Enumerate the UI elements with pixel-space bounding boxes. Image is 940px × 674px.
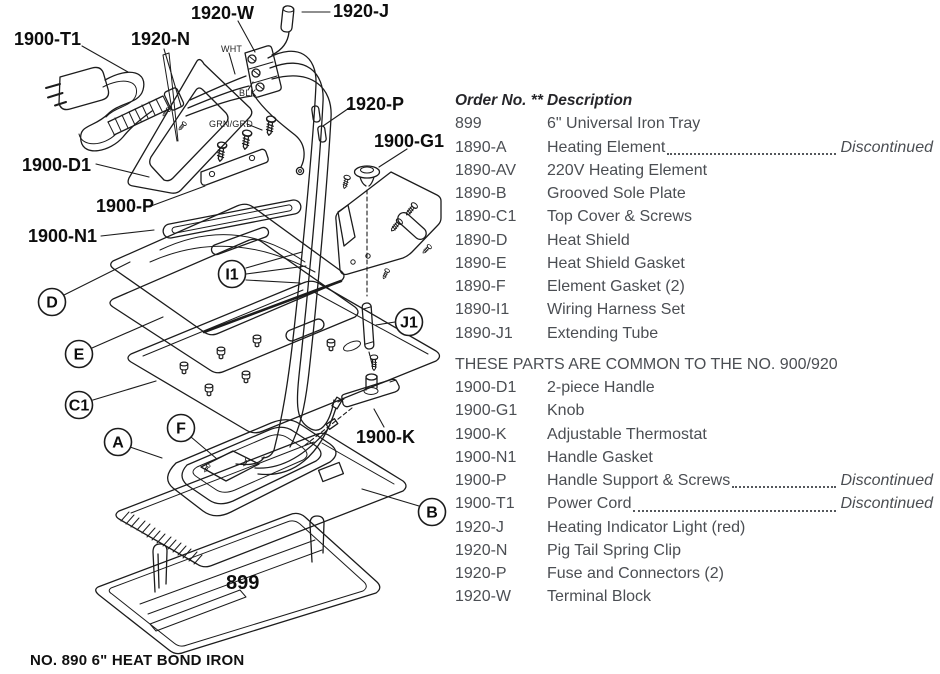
- order-no: 1920-W: [455, 588, 512, 606]
- order-no: 1900-N1: [455, 448, 517, 466]
- callout-D: [39, 289, 66, 316]
- wire-label-wht: WHT: [221, 44, 243, 54]
- description: Extending Tube: [547, 324, 659, 342]
- order-no: 1890-A: [455, 138, 507, 156]
- parts-row: [455, 205, 933, 228]
- description: Knob: [547, 402, 585, 420]
- description: Power Cord: [547, 495, 632, 513]
- description: 220V Heating Element: [547, 161, 708, 179]
- description: 2-piece Handle: [547, 379, 655, 396]
- exploded-view-drawing: [0, 0, 460, 674]
- order-no: 1920-J: [455, 518, 504, 536]
- sole-plate: [116, 433, 406, 567]
- svg-text:F: F: [176, 420, 186, 438]
- description: Heating Indicator Light (red): [547, 518, 746, 536]
- description: Fuse and Connectors (2): [547, 565, 724, 582]
- parts-row: [455, 423, 933, 446]
- order-no: 1890-C1: [455, 208, 517, 226]
- part-label-1900-N1: 1900-N1: [28, 226, 98, 246]
- callout-J1: [396, 309, 423, 336]
- order-no: 1900-G1: [455, 402, 518, 420]
- part-label-1920-W: 1920-W: [191, 3, 255, 23]
- order-no: 1890-AV: [455, 161, 517, 179]
- order-no: 1920-N: [455, 541, 508, 559]
- order-no: 1900-T1: [455, 495, 515, 513]
- discontinued-note: Discontinued: [840, 138, 933, 156]
- rear-cover-plate: [336, 172, 441, 280]
- order-no: 1890-E: [455, 254, 507, 272]
- svg-text:A: A: [112, 434, 124, 452]
- parts-list: [455, 89, 933, 609]
- parts-row: [455, 298, 933, 321]
- top-cover: [128, 281, 440, 433]
- dot-leader: [732, 469, 835, 488]
- parts-list-header: [455, 89, 933, 112]
- svg-text:I1: I1: [225, 266, 239, 284]
- parts-row: [455, 159, 933, 182]
- parts-row: [455, 376, 933, 399]
- callout-F: [168, 415, 195, 442]
- parts-row: [455, 585, 933, 608]
- order-no: 1920-P: [455, 565, 507, 582]
- order-no: 1890-B: [455, 185, 507, 202]
- svg-text:B: B: [426, 504, 438, 522]
- description: Top Cover & Screws: [547, 208, 692, 226]
- wire-label-blk: BLK: [239, 88, 257, 98]
- order-no: 1900-D1: [455, 379, 517, 396]
- description: Grooved Sole Plate: [547, 185, 686, 202]
- description: Heating Element: [547, 138, 666, 156]
- description: Handle Support & Screws: [547, 472, 731, 489]
- order-no: 1890-J1: [455, 324, 513, 342]
- parts-row: [455, 492, 933, 515]
- figure-caption: NO. 890 6" HEAT BOND IRON: [30, 652, 245, 669]
- order-no: 1900-P: [455, 472, 507, 489]
- header-order-no: Order No. **: [455, 92, 543, 109]
- part-label-899: 899: [226, 572, 260, 594]
- part-label-1900-T1: 1900-T1: [14, 29, 82, 49]
- description: Element Gasket (2): [547, 278, 685, 295]
- part-label-1920-P: 1920-P: [346, 94, 405, 114]
- description: Terminal Block: [547, 588, 652, 606]
- parts-row: [455, 469, 933, 492]
- description: Heat Shield Gasket: [547, 254, 685, 272]
- svg-text:E: E: [73, 346, 85, 364]
- callout-B: [419, 499, 446, 526]
- description: Handle Gasket: [547, 448, 653, 466]
- description: Pig Tail Spring Clip: [547, 541, 681, 559]
- header-description: Description: [547, 92, 633, 109]
- parts-row: [455, 322, 933, 345]
- description: Adjustable Thermostat: [547, 425, 707, 443]
- callout-C1: [66, 392, 93, 419]
- parts-row: [455, 182, 933, 205]
- order-no: 1890-D: [455, 231, 508, 249]
- part-label-1900-K: 1900-K: [356, 427, 416, 447]
- parts-row: [455, 399, 933, 422]
- svg-text:C1: C1: [68, 397, 90, 415]
- parts-row: [455, 446, 933, 469]
- svg-text:J1: J1: [400, 314, 418, 332]
- part-label-1900-G1: 1900-G1: [374, 131, 445, 151]
- description: Heat Shield: [547, 231, 630, 249]
- callout-I1: [219, 261, 246, 288]
- parts-row: [455, 112, 933, 135]
- order-no: 1890-F: [455, 278, 506, 295]
- common-parts-title: THESE PARTS ARE COMMON TO THE NO. 900/920: [455, 355, 838, 373]
- discontinued-note: Discontinued: [840, 472, 933, 489]
- wire-label-grn-grd: GRN/GRD: [209, 119, 253, 129]
- parts-row: [455, 539, 933, 562]
- handle-gasket: [162, 199, 302, 239]
- order-no: 1900-K: [455, 425, 507, 443]
- dot-leader: [633, 492, 835, 511]
- order-no: 899: [455, 115, 482, 133]
- callout-A: [105, 429, 132, 456]
- description: 6" Universal Iron Tray: [547, 115, 701, 133]
- discontinued-note: Discontinued: [840, 495, 933, 513]
- parts-row: [455, 516, 933, 539]
- parts-row: [455, 136, 933, 159]
- parts-row: [455, 275, 933, 298]
- parts-row: [455, 252, 933, 275]
- part-label-1920-N: 1920-N: [131, 29, 191, 49]
- knob: [355, 166, 380, 296]
- dot-leader: [667, 136, 835, 155]
- parts-row: [455, 562, 933, 585]
- parts-row: [455, 229, 933, 252]
- part-label-1900-P: 1900-P: [96, 196, 155, 216]
- heating-element: [168, 397, 342, 516]
- part-label-1920-J: 1920-J: [333, 1, 390, 21]
- callout-E: [66, 341, 93, 368]
- indicator-light: [281, 5, 295, 32]
- part-label-1900-D1: 1900-D1: [22, 155, 92, 175]
- handle-support-bracket: [201, 149, 268, 185]
- strain-relief: [108, 53, 185, 141]
- order-no: 1890-I1: [455, 301, 510, 319]
- description: Wiring Harness Set: [547, 301, 685, 319]
- svg-text:D: D: [46, 294, 58, 312]
